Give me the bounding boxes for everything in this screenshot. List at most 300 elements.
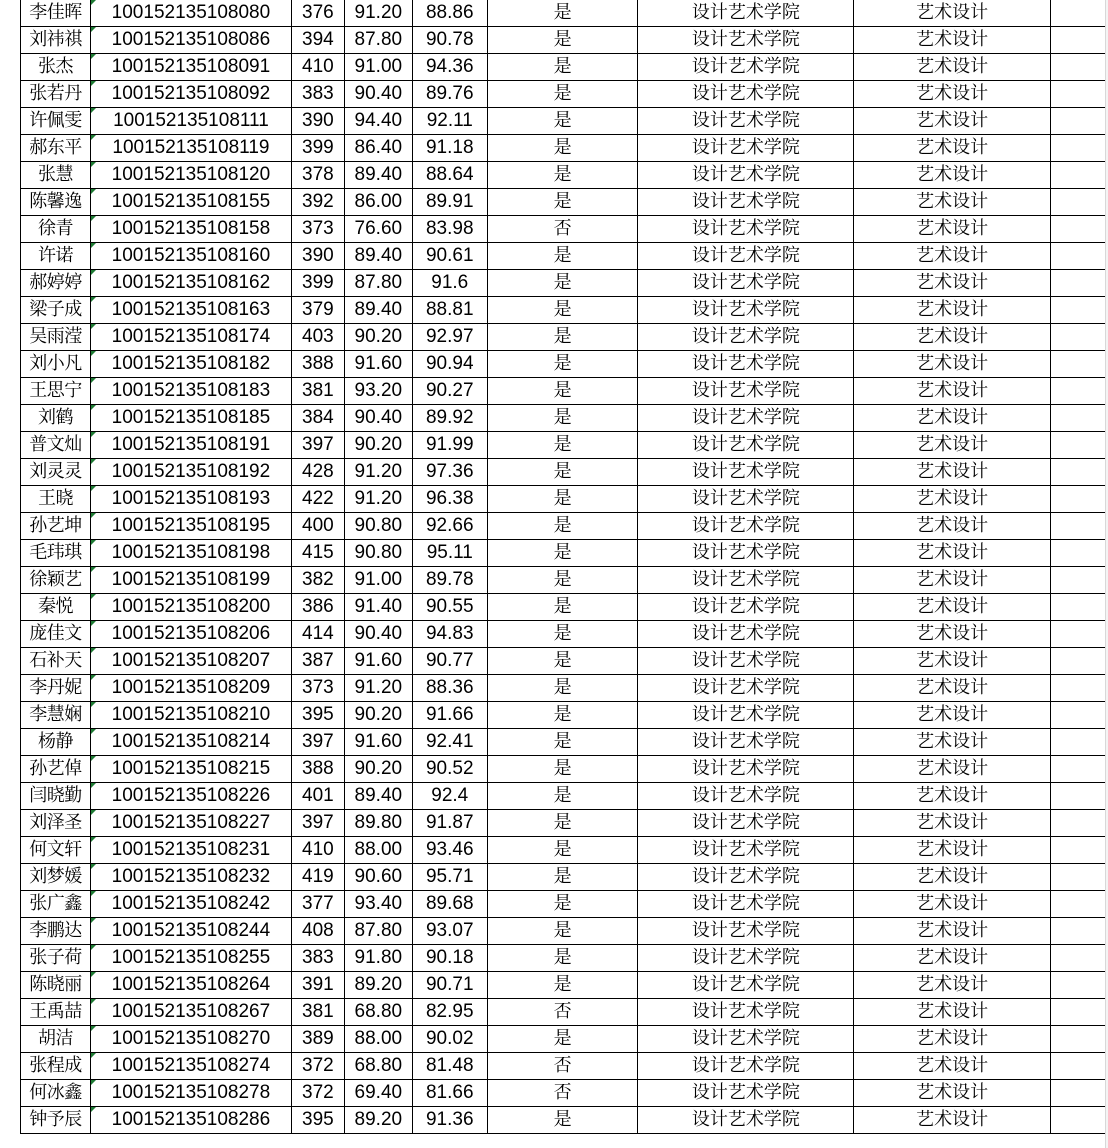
- cell-admitted[interactable]: 是: [487, 27, 638, 54]
- cell-empty[interactable]: [1051, 1053, 1108, 1080]
- cell-initial-score[interactable]: 376: [291, 0, 344, 27]
- cell-exam-id[interactable]: 100152135108174: [90, 324, 291, 351]
- cell-name[interactable]: 刘鹤: [21, 405, 91, 432]
- cell-retest-score[interactable]: 86.00: [344, 189, 412, 216]
- cell-total-score[interactable]: 97.36: [412, 459, 487, 486]
- cell-initial-score[interactable]: 392: [291, 189, 344, 216]
- cell-exam-id[interactable]: 100152135108232: [90, 864, 291, 891]
- cell-empty[interactable]: [1051, 1107, 1108, 1134]
- cell-major[interactable]: 艺术设计: [854, 1026, 1051, 1053]
- cell-name[interactable]: 徐颖艺: [21, 567, 91, 594]
- cell-name[interactable]: 王思宁: [21, 378, 91, 405]
- cell-retest-score[interactable]: 90.20: [344, 324, 412, 351]
- cell-total-score[interactable]: 90.71: [412, 972, 487, 999]
- cell-initial-score[interactable]: 386: [291, 594, 344, 621]
- cell-exam-id[interactable]: 100152135108192: [90, 459, 291, 486]
- cell-empty[interactable]: [1051, 189, 1108, 216]
- cell-initial-score[interactable]: 384: [291, 405, 344, 432]
- cell-name[interactable]: 杨静: [21, 729, 91, 756]
- cell-exam-id[interactable]: 100152135108155: [90, 189, 291, 216]
- cell-name[interactable]: 张杰: [21, 54, 91, 81]
- cell-initial-score[interactable]: 381: [291, 378, 344, 405]
- cell-retest-score[interactable]: 89.40: [344, 783, 412, 810]
- cell-retest-score[interactable]: 89.40: [344, 297, 412, 324]
- cell-total-score[interactable]: 95.11: [412, 540, 487, 567]
- cell-exam-id[interactable]: 100152135108227: [90, 810, 291, 837]
- cell-admitted[interactable]: 是: [487, 81, 638, 108]
- cell-exam-id[interactable]: 100152135108182: [90, 351, 291, 378]
- cell-exam-id[interactable]: 100152135108207: [90, 648, 291, 675]
- cell-retest-score[interactable]: 87.80: [344, 27, 412, 54]
- cell-major[interactable]: 艺术设计: [854, 324, 1051, 351]
- cell-major[interactable]: 艺术设计: [854, 351, 1051, 378]
- cell-school[interactable]: 设计艺术学院: [638, 1026, 854, 1053]
- cell-school[interactable]: 设计艺术学院: [638, 27, 854, 54]
- cell-empty[interactable]: [1051, 81, 1108, 108]
- cell-school[interactable]: 设计艺术学院: [638, 54, 854, 81]
- cell-empty[interactable]: [1051, 702, 1108, 729]
- cell-retest-score[interactable]: 91.80: [344, 945, 412, 972]
- cell-empty[interactable]: [1051, 837, 1108, 864]
- cell-major[interactable]: 艺术设计: [854, 189, 1051, 216]
- cell-admitted[interactable]: 是: [487, 783, 638, 810]
- cell-empty[interactable]: [1051, 945, 1108, 972]
- cell-total-score[interactable]: 90.78: [412, 27, 487, 54]
- cell-empty[interactable]: [1051, 405, 1108, 432]
- cell-exam-id[interactable]: 100152135108209: [90, 675, 291, 702]
- cell-initial-score[interactable]: 383: [291, 81, 344, 108]
- cell-initial-score[interactable]: 395: [291, 702, 344, 729]
- cell-admitted[interactable]: 是: [487, 567, 638, 594]
- cell-total-score[interactable]: 82.95: [412, 999, 487, 1026]
- cell-admitted[interactable]: 否: [487, 999, 638, 1026]
- cell-initial-score[interactable]: 377: [291, 891, 344, 918]
- cell-major[interactable]: 艺术设计: [854, 810, 1051, 837]
- cell-empty[interactable]: [1051, 783, 1108, 810]
- cell-major[interactable]: 艺术设计: [854, 675, 1051, 702]
- cell-admitted[interactable]: 是: [487, 675, 638, 702]
- cell-major[interactable]: 艺术设计: [854, 837, 1051, 864]
- cell-initial-score[interactable]: 414: [291, 621, 344, 648]
- cell-initial-score[interactable]: 389: [291, 1026, 344, 1053]
- cell-total-score[interactable]: 90.27: [412, 378, 487, 405]
- cell-total-score[interactable]: 92.41: [412, 729, 487, 756]
- cell-retest-score[interactable]: 93.40: [344, 891, 412, 918]
- cell-retest-score[interactable]: 90.20: [344, 702, 412, 729]
- cell-admitted[interactable]: 是: [487, 648, 638, 675]
- cell-initial-score[interactable]: 415: [291, 540, 344, 567]
- cell-name[interactable]: 钟予辰: [21, 1107, 91, 1134]
- cell-empty[interactable]: [1051, 216, 1108, 243]
- cell-empty[interactable]: [1051, 729, 1108, 756]
- cell-total-score[interactable]: 92.4: [412, 783, 487, 810]
- cell-retest-score[interactable]: 91.20: [344, 459, 412, 486]
- cell-school[interactable]: 设计艺术学院: [638, 189, 854, 216]
- cell-empty[interactable]: [1051, 756, 1108, 783]
- cell-name[interactable]: 陈晓丽: [21, 972, 91, 999]
- cell-major[interactable]: 艺术设计: [854, 702, 1051, 729]
- cell-empty[interactable]: [1051, 621, 1108, 648]
- cell-initial-score[interactable]: 383: [291, 945, 344, 972]
- cell-major[interactable]: 艺术设计: [854, 243, 1051, 270]
- cell-admitted[interactable]: 是: [487, 729, 638, 756]
- cell-retest-score[interactable]: 91.20: [344, 0, 412, 27]
- cell-admitted[interactable]: 是: [487, 243, 638, 270]
- cell-major[interactable]: 艺术设计: [854, 216, 1051, 243]
- cell-school[interactable]: 设计艺术学院: [638, 378, 854, 405]
- cell-empty[interactable]: [1051, 513, 1108, 540]
- cell-admitted[interactable]: 是: [487, 135, 638, 162]
- cell-retest-score[interactable]: 91.20: [344, 486, 412, 513]
- cell-retest-score[interactable]: 93.20: [344, 378, 412, 405]
- cell-initial-score[interactable]: 373: [291, 216, 344, 243]
- cell-exam-id[interactable]: 100152135108195: [90, 513, 291, 540]
- cell-total-score[interactable]: 89.78: [412, 567, 487, 594]
- cell-name[interactable]: 普文灿: [21, 432, 91, 459]
- cell-name[interactable]: 陈馨逸: [21, 189, 91, 216]
- cell-name[interactable]: 何冰鑫: [21, 1080, 91, 1107]
- cell-school[interactable]: 设计艺术学院: [638, 837, 854, 864]
- cell-name[interactable]: 王禹喆: [21, 999, 91, 1026]
- cell-retest-score[interactable]: 91.60: [344, 648, 412, 675]
- cell-major[interactable]: 艺术设计: [854, 27, 1051, 54]
- cell-empty[interactable]: [1051, 891, 1108, 918]
- cell-exam-id[interactable]: 100152135108214: [90, 729, 291, 756]
- cell-school[interactable]: 设计艺术学院: [638, 540, 854, 567]
- cell-school[interactable]: 设计艺术学院: [638, 972, 854, 999]
- cell-school[interactable]: 设计艺术学院: [638, 891, 854, 918]
- cell-initial-score[interactable]: 390: [291, 108, 344, 135]
- cell-empty[interactable]: [1051, 648, 1108, 675]
- cell-school[interactable]: 设计艺术学院: [638, 459, 854, 486]
- cell-major[interactable]: 艺术设计: [854, 918, 1051, 945]
- cell-total-score[interactable]: 91.87: [412, 810, 487, 837]
- cell-total-score[interactable]: 88.86: [412, 0, 487, 27]
- cell-admitted[interactable]: 是: [487, 54, 638, 81]
- cell-initial-score[interactable]: 388: [291, 351, 344, 378]
- cell-initial-score[interactable]: 410: [291, 837, 344, 864]
- cell-exam-id[interactable]: 100152135108242: [90, 891, 291, 918]
- cell-school[interactable]: 设计艺术学院: [638, 0, 854, 27]
- cell-admitted[interactable]: 是: [487, 1107, 638, 1134]
- cell-empty[interactable]: [1051, 378, 1108, 405]
- cell-school[interactable]: 设计艺术学院: [638, 918, 854, 945]
- cell-initial-score[interactable]: 397: [291, 729, 344, 756]
- cell-major[interactable]: 艺术设计: [854, 486, 1051, 513]
- cell-retest-score[interactable]: 94.40: [344, 108, 412, 135]
- cell-empty[interactable]: [1051, 351, 1108, 378]
- cell-name[interactable]: 李慧娴: [21, 702, 91, 729]
- cell-total-score[interactable]: 90.02: [412, 1026, 487, 1053]
- cell-retest-score[interactable]: 90.40: [344, 621, 412, 648]
- cell-major[interactable]: 艺术设计: [854, 270, 1051, 297]
- cell-school[interactable]: 设计艺术学院: [638, 405, 854, 432]
- cell-school[interactable]: 设计艺术学院: [638, 162, 854, 189]
- cell-name[interactable]: 刘祎祺: [21, 27, 91, 54]
- cell-empty[interactable]: [1051, 486, 1108, 513]
- cell-school[interactable]: 设计艺术学院: [638, 648, 854, 675]
- cell-total-score[interactable]: 93.46: [412, 837, 487, 864]
- cell-initial-score[interactable]: 372: [291, 1053, 344, 1080]
- cell-school[interactable]: 设计艺术学院: [638, 432, 854, 459]
- cell-retest-score[interactable]: 89.20: [344, 972, 412, 999]
- cell-name[interactable]: 李丹妮: [21, 675, 91, 702]
- cell-retest-score[interactable]: 90.40: [344, 81, 412, 108]
- cell-retest-score[interactable]: 88.00: [344, 837, 412, 864]
- cell-total-score[interactable]: 89.68: [412, 891, 487, 918]
- cell-exam-id[interactable]: 100152135108158: [90, 216, 291, 243]
- cell-empty[interactable]: [1051, 567, 1108, 594]
- cell-exam-id[interactable]: 100152135108270: [90, 1026, 291, 1053]
- cell-name[interactable]: 胡洁: [21, 1026, 91, 1053]
- cell-name[interactable]: 毛玮琪: [21, 540, 91, 567]
- cell-admitted[interactable]: 是: [487, 918, 638, 945]
- cell-exam-id[interactable]: 100152135108231: [90, 837, 291, 864]
- cell-admitted[interactable]: 否: [487, 216, 638, 243]
- cell-name[interactable]: 李佳晖: [21, 0, 91, 27]
- cell-total-score[interactable]: 88.36: [412, 675, 487, 702]
- cell-major[interactable]: 艺术设计: [854, 1107, 1051, 1134]
- cell-empty[interactable]: [1051, 1026, 1108, 1053]
- cell-initial-score[interactable]: 410: [291, 54, 344, 81]
- cell-school[interactable]: 设计艺术学院: [638, 1080, 854, 1107]
- cell-name[interactable]: 梁子成: [21, 297, 91, 324]
- cell-name[interactable]: 张广鑫: [21, 891, 91, 918]
- cell-empty[interactable]: [1051, 810, 1108, 837]
- cell-school[interactable]: 设计艺术学院: [638, 675, 854, 702]
- cell-name[interactable]: 许诺: [21, 243, 91, 270]
- cell-empty[interactable]: [1051, 108, 1108, 135]
- cell-school[interactable]: 设计艺术学院: [638, 108, 854, 135]
- cell-school[interactable]: 设计艺术学院: [638, 513, 854, 540]
- cell-school[interactable]: 设计艺术学院: [638, 324, 854, 351]
- cell-name[interactable]: 孙艺坤: [21, 513, 91, 540]
- cell-name[interactable]: 王晓: [21, 486, 91, 513]
- cell-initial-score[interactable]: 372: [291, 1080, 344, 1107]
- cell-major[interactable]: 艺术设计: [854, 513, 1051, 540]
- cell-school[interactable]: 设计艺术学院: [638, 270, 854, 297]
- cell-retest-score[interactable]: 86.40: [344, 135, 412, 162]
- cell-retest-score[interactable]: 91.60: [344, 729, 412, 756]
- cell-retest-score[interactable]: 91.00: [344, 54, 412, 81]
- cell-name[interactable]: 秦悦: [21, 594, 91, 621]
- cell-exam-id[interactable]: 100152135108278: [90, 1080, 291, 1107]
- cell-total-score[interactable]: 92.11: [412, 108, 487, 135]
- cell-exam-id[interactable]: 100152135108198: [90, 540, 291, 567]
- cell-school[interactable]: 设计艺术学院: [638, 999, 854, 1026]
- cell-exam-id[interactable]: 100152135108226: [90, 783, 291, 810]
- cell-school[interactable]: 设计艺术学院: [638, 135, 854, 162]
- cell-initial-score[interactable]: 391: [291, 972, 344, 999]
- cell-total-score[interactable]: 89.76: [412, 81, 487, 108]
- cell-initial-score[interactable]: 373: [291, 675, 344, 702]
- cell-initial-score[interactable]: 399: [291, 135, 344, 162]
- cell-retest-score[interactable]: 90.20: [344, 432, 412, 459]
- cell-exam-id[interactable]: 100152135108210: [90, 702, 291, 729]
- cell-major[interactable]: 艺术设计: [854, 783, 1051, 810]
- cell-total-score[interactable]: 91.6: [412, 270, 487, 297]
- cell-exam-id[interactable]: 100152135108092: [90, 81, 291, 108]
- cell-major[interactable]: 艺术设计: [854, 432, 1051, 459]
- cell-total-score[interactable]: 83.98: [412, 216, 487, 243]
- cell-retest-score[interactable]: 91.20: [344, 675, 412, 702]
- cell-school[interactable]: 设计艺术学院: [638, 729, 854, 756]
- cell-school[interactable]: 设计艺术学院: [638, 594, 854, 621]
- cell-total-score[interactable]: 94.83: [412, 621, 487, 648]
- cell-major[interactable]: 艺术设计: [854, 594, 1051, 621]
- cell-initial-score[interactable]: 379: [291, 297, 344, 324]
- cell-school[interactable]: 设计艺术学院: [638, 216, 854, 243]
- cell-name[interactable]: 刘泽圣: [21, 810, 91, 837]
- cell-admitted[interactable]: 是: [487, 162, 638, 189]
- cell-exam-id[interactable]: 100152135108206: [90, 621, 291, 648]
- cell-major[interactable]: 艺术设计: [854, 999, 1051, 1026]
- cell-major[interactable]: 艺术设计: [854, 729, 1051, 756]
- cell-retest-score[interactable]: 90.20: [344, 756, 412, 783]
- cell-school[interactable]: 设计艺术学院: [638, 81, 854, 108]
- cell-exam-id[interactable]: 100152135108264: [90, 972, 291, 999]
- cell-exam-id[interactable]: 100152135108163: [90, 297, 291, 324]
- cell-exam-id[interactable]: 100152135108183: [90, 378, 291, 405]
- cell-total-score[interactable]: 92.97: [412, 324, 487, 351]
- cell-empty[interactable]: [1051, 432, 1108, 459]
- cell-exam-id[interactable]: 100152135108120: [90, 162, 291, 189]
- cell-total-score[interactable]: 91.99: [412, 432, 487, 459]
- cell-total-score[interactable]: 90.77: [412, 648, 487, 675]
- cell-exam-id[interactable]: 100152135108119: [90, 135, 291, 162]
- cell-major[interactable]: 艺术设计: [854, 1080, 1051, 1107]
- cell-total-score[interactable]: 94.36: [412, 54, 487, 81]
- cell-retest-score[interactable]: 90.80: [344, 540, 412, 567]
- cell-empty[interactable]: [1051, 243, 1108, 270]
- cell-exam-id[interactable]: 100152135108199: [90, 567, 291, 594]
- cell-exam-id[interactable]: 100152135108091: [90, 54, 291, 81]
- cell-major[interactable]: 艺术设计: [854, 1053, 1051, 1080]
- cell-total-score[interactable]: 91.36: [412, 1107, 487, 1134]
- cell-name[interactable]: 许佩雯: [21, 108, 91, 135]
- cell-total-score[interactable]: 92.66: [412, 513, 487, 540]
- cell-initial-score[interactable]: 401: [291, 783, 344, 810]
- cell-admitted[interactable]: 是: [487, 459, 638, 486]
- cell-exam-id[interactable]: 100152135108286: [90, 1107, 291, 1134]
- cell-name[interactable]: 刘灵灵: [21, 459, 91, 486]
- cell-empty[interactable]: [1051, 999, 1108, 1026]
- cell-major[interactable]: 艺术设计: [854, 864, 1051, 891]
- cell-initial-score[interactable]: 387: [291, 648, 344, 675]
- cell-initial-score[interactable]: 381: [291, 999, 344, 1026]
- cell-major[interactable]: 艺术设计: [854, 972, 1051, 999]
- cell-school[interactable]: 设计艺术学院: [638, 567, 854, 594]
- cell-initial-score[interactable]: 388: [291, 756, 344, 783]
- cell-retest-score[interactable]: 89.80: [344, 810, 412, 837]
- cell-initial-score[interactable]: 403: [291, 324, 344, 351]
- cell-total-score[interactable]: 90.18: [412, 945, 487, 972]
- cell-total-score[interactable]: 89.92: [412, 405, 487, 432]
- cell-major[interactable]: 艺术设计: [854, 405, 1051, 432]
- cell-empty[interactable]: [1051, 27, 1108, 54]
- cell-exam-id[interactable]: 100152135108255: [90, 945, 291, 972]
- cell-total-score[interactable]: 93.07: [412, 918, 487, 945]
- cell-total-score[interactable]: 91.18: [412, 135, 487, 162]
- cell-admitted[interactable]: 是: [487, 702, 638, 729]
- cell-exam-id[interactable]: 100152135108193: [90, 486, 291, 513]
- cell-school[interactable]: 设计艺术学院: [638, 945, 854, 972]
- cell-initial-score[interactable]: 428: [291, 459, 344, 486]
- cell-major[interactable]: 艺术设计: [854, 891, 1051, 918]
- cell-total-score[interactable]: 88.81: [412, 297, 487, 324]
- cell-school[interactable]: 设计艺术学院: [638, 1053, 854, 1080]
- cell-initial-score[interactable]: 397: [291, 810, 344, 837]
- cell-empty[interactable]: [1051, 594, 1108, 621]
- cell-empty[interactable]: [1051, 972, 1108, 999]
- cell-empty[interactable]: [1051, 0, 1108, 27]
- cell-total-score[interactable]: 90.52: [412, 756, 487, 783]
- cell-school[interactable]: 设计艺术学院: [638, 621, 854, 648]
- cell-exam-id[interactable]: 100152135108267: [90, 999, 291, 1026]
- cell-retest-score[interactable]: 89.40: [344, 243, 412, 270]
- cell-empty[interactable]: [1051, 162, 1108, 189]
- cell-school[interactable]: 设计艺术学院: [638, 702, 854, 729]
- cell-retest-score[interactable]: 91.40: [344, 594, 412, 621]
- cell-exam-id[interactable]: 100152135108086: [90, 27, 291, 54]
- cell-retest-score[interactable]: 90.60: [344, 864, 412, 891]
- cell-admitted[interactable]: 否: [487, 1053, 638, 1080]
- cell-school[interactable]: 设计艺术学院: [638, 1107, 854, 1134]
- cell-admitted[interactable]: 是: [487, 621, 638, 648]
- cell-major[interactable]: 艺术设计: [854, 648, 1051, 675]
- cell-name[interactable]: 郝东平: [21, 135, 91, 162]
- cell-admitted[interactable]: 是: [487, 297, 638, 324]
- cell-retest-score[interactable]: 87.80: [344, 270, 412, 297]
- cell-admitted[interactable]: 是: [487, 594, 638, 621]
- cell-exam-id[interactable]: 100152135108244: [90, 918, 291, 945]
- cell-admitted[interactable]: 是: [487, 972, 638, 999]
- cell-name[interactable]: 刘梦媛: [21, 864, 91, 891]
- cell-initial-score[interactable]: 399: [291, 270, 344, 297]
- cell-admitted[interactable]: 是: [487, 756, 638, 783]
- cell-major[interactable]: 艺术设计: [854, 378, 1051, 405]
- cell-exam-id[interactable]: 100152135108080: [90, 0, 291, 27]
- cell-major[interactable]: 艺术设计: [854, 621, 1051, 648]
- cell-admitted[interactable]: 是: [487, 486, 638, 513]
- cell-name[interactable]: 张慧: [21, 162, 91, 189]
- cell-retest-score[interactable]: 87.80: [344, 918, 412, 945]
- cell-exam-id[interactable]: 100152135108274: [90, 1053, 291, 1080]
- cell-major[interactable]: 艺术设计: [854, 0, 1051, 27]
- cell-exam-id[interactable]: 100152135108162: [90, 270, 291, 297]
- cell-retest-score[interactable]: 88.00: [344, 1026, 412, 1053]
- cell-retest-score[interactable]: 89.20: [344, 1107, 412, 1134]
- cell-name[interactable]: 孙艺倬: [21, 756, 91, 783]
- cell-major[interactable]: 艺术设计: [854, 162, 1051, 189]
- cell-admitted[interactable]: 是: [487, 432, 638, 459]
- cell-empty[interactable]: [1051, 297, 1108, 324]
- cell-admitted[interactable]: 是: [487, 405, 638, 432]
- cell-retest-score[interactable]: 69.40: [344, 1080, 412, 1107]
- cell-empty[interactable]: [1051, 864, 1108, 891]
- cell-name[interactable]: 刘小凡: [21, 351, 91, 378]
- cell-name[interactable]: 徐青: [21, 216, 91, 243]
- cell-major[interactable]: 艺术设计: [854, 81, 1051, 108]
- cell-retest-score[interactable]: 91.00: [344, 567, 412, 594]
- cell-empty[interactable]: [1051, 135, 1108, 162]
- cell-school[interactable]: 设计艺术学院: [638, 756, 854, 783]
- cell-initial-score[interactable]: 394: [291, 27, 344, 54]
- cell-total-score[interactable]: 81.66: [412, 1080, 487, 1107]
- cell-total-score[interactable]: 89.91: [412, 189, 487, 216]
- cell-name[interactable]: 闫晓勤: [21, 783, 91, 810]
- cell-major[interactable]: 艺术设计: [854, 540, 1051, 567]
